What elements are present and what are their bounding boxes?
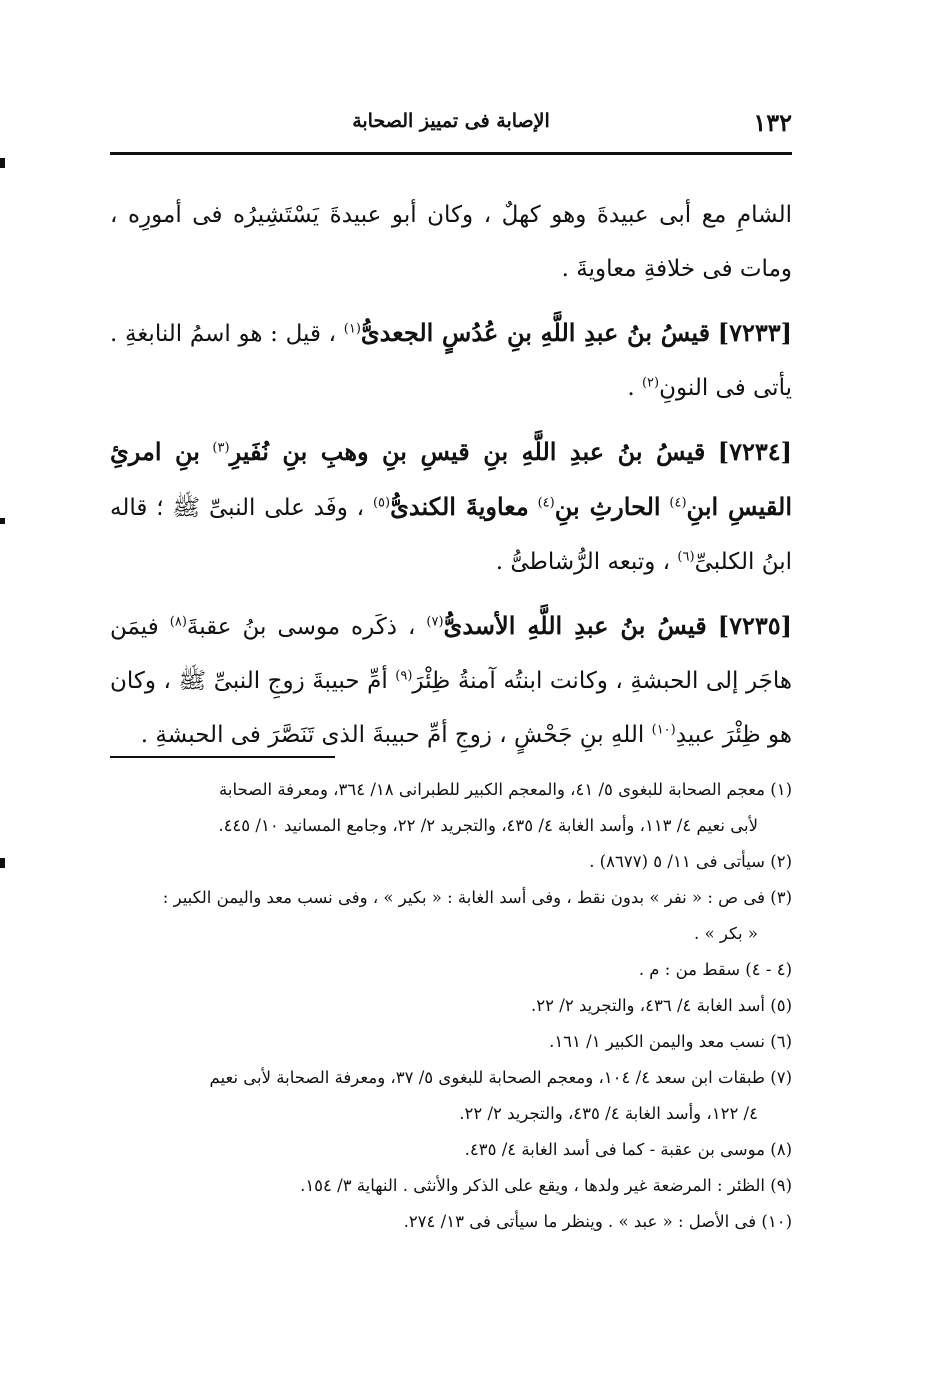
footnote-item [110, 1060, 792, 1096]
footnote-ref[interactable]: (٥) [372, 495, 391, 511]
footnote-item [110, 772, 792, 808]
footnotes [110, 772, 792, 1240]
entry-number: [٧٢٣٤] [717, 437, 793, 466]
footnote-ref[interactable]: (٩) [395, 668, 413, 684]
footnote-number: (١) [770, 780, 792, 799]
footnote-number: (٧) [770, 1068, 792, 1087]
footnote-item [110, 952, 792, 988]
book-page [110, 108, 793, 1231]
footnote-number: (٢) [770, 852, 792, 871]
entry-text: ، ذكَره موسى بنُ عقبةَ [186, 614, 416, 640]
header-rule [110, 152, 792, 155]
footnote-item [110, 844, 792, 880]
page-number: ١٣٢ [753, 108, 792, 137]
footnote-ref[interactable]: (٦) [677, 549, 695, 565]
footnote-number: (٣) [770, 888, 792, 907]
footnote-continuation: لأبى نعيم ٤/ ١١٣، وأسد الغابة ٤/ ٤٣٥، والتجريد ٢/ ٢٢، وجامع المسانيد ١٠/ ٤٤٥. [218, 816, 758, 835]
footnote-ref[interactable]: (٤) [669, 495, 687, 511]
footnote-ref[interactable]: (٣) [212, 440, 230, 456]
entry-name: قيسُ بنُ عبدِ اللَّهِ الأسدىُّ [443, 611, 707, 640]
footnote-number: (٤ - ٤) [745, 960, 792, 979]
footnote-text: الظئر : المرضعة غير ولدها ، ويقع على الذكر والأنثى . النهاية ٣/ ١٥٤. [300, 1176, 765, 1195]
entry-text: ، وتبعه الرُّشاطىُّ . [495, 549, 671, 575]
footnote-text: نسب معد واليمن الكبير ١/ ١٦١. [549, 1032, 765, 1051]
entry-name-cont: معاويةَ الكندىُّ [390, 492, 529, 521]
footnote-ref[interactable]: (١) [343, 321, 361, 337]
footnote-text: سقط من : م . [638, 960, 741, 979]
footnote-ref[interactable]: (١٠) [651, 722, 676, 738]
entry-name-cont: بنِ امرئِ القيسِ ابنِ [110, 437, 793, 521]
footnote-continuation: ٤/ ١٢٢، وأسد الغابة ٤/ ٤٣٥، والتجريد ٢/ ٢٢. [459, 1104, 758, 1123]
footnote-number: (١٠) [761, 1212, 792, 1231]
entry-7235 [110, 599, 792, 762]
footnote-number: (٩) [770, 1176, 792, 1195]
footnote-number: (٥) [770, 996, 792, 1015]
footnote-text: فى الأصل : « عبد » . وينظر ما سيأتى فى ١٣/ ٢٧٤. [403, 1212, 757, 1231]
scan-mark-top [0, 158, 5, 168]
footnote-item [110, 880, 792, 916]
entry-7233 [110, 306, 792, 415]
footnote-item [110, 988, 792, 1024]
footnote-ref[interactable]: (٤) [537, 495, 555, 511]
scan-mark-middle [0, 518, 5, 524]
footnote-item [110, 1132, 792, 1168]
entry-end: . [627, 375, 635, 401]
footnote-text: معجم الصحابة للبغوى ٥/ ٤١، والمعجم الكبير للطبرانى ١٨/ ٣٦٤، ومعرفة الصحابة [219, 780, 765, 799]
footnote-number: (٨) [770, 1140, 792, 1159]
entry-name: قيسُ بنُ عبدِ اللَّهِ بنِ عُدُسٍ الجعدىُّ [360, 318, 711, 347]
footnote-ref[interactable]: (٢) [641, 375, 660, 391]
entry-text: ، قيل : هو اسمُ النابغةِ . يأتى فى النونِ [110, 321, 792, 401]
footnote-ref[interactable]: (٨) [169, 614, 187, 630]
entry-number: [٧٢٣٥] [717, 611, 793, 640]
paragraph-continuation: الشامِ مع أبى عبيدةَ وهو كهلٌ ، وكان أبو عبيدةَ يَسْتَشِيرُه فى أمورِه ، ومات فى خلافةِ معاويةَ . [110, 202, 792, 282]
entry-text: فيمَن هاجَر إلى الحبشةِ ، وكانت ابنتُه آمنةُ ظِئْرَ [110, 614, 792, 694]
footnote-item [110, 1168, 792, 1204]
page-header [110, 108, 792, 148]
footnote-text: موسى بن عقبة - كما فى أسد الغابة ٤/ ٤٣٥. [464, 1140, 765, 1159]
running-title: الإصابة فى تمييز الصحابة [352, 110, 550, 132]
entry-text: ، وفَد على النبىِّ ﷺ ؛ قاله ابنُ الكلبىِّ [110, 495, 792, 575]
footnote-number: (٦) [770, 1032, 792, 1051]
entry-text: أمِّ حبيبةَ زوجِ النبىِّ ﷺ ، وكان هو ظِئْرَ عبيدِ [110, 668, 792, 748]
footnote-item [110, 1204, 792, 1240]
main-text [110, 188, 792, 762]
scan-mark-bottom [0, 858, 5, 868]
footnote-continuation: « بكر » . [694, 924, 758, 943]
footnote-item [110, 1024, 792, 1060]
footnote-text: أسد الغابة ٤/ ٤٣٦، والتجريد ٢/ ٢٢. [531, 996, 765, 1015]
footnote-text: فى ص : « نفر » بدون نقط ، وفى أسد الغابة : « بكير » ، وفى نسب معد واليمن الكبير : [162, 888, 765, 907]
footnote-text: سيأتى فى ١١/ ٥ (٨٦٧٧) . [589, 852, 765, 871]
entry-name: قيسُ بنُ عبدِ اللَّهِ بنِ قيسِ بنِ وهبِ بنِ نُفَيرِ [229, 437, 706, 466]
entry-7234 [110, 425, 792, 589]
footnote-ref[interactable]: (٧) [426, 614, 444, 630]
footnote-text: طبقات ابن سعد ٤/ ١٠٤، ومعجم الصحابة للبغوى ٥/ ٣٧، ومعرفة الصحابة لأبى نعيم [209, 1068, 765, 1087]
entry-text: اللهِ بنِ جَحْشٍ ، زوجِ أمِّ حبيبةَ الذى تَنَصَّرَ فى الحبشةِ . [140, 722, 645, 748]
entry-name-cont: الحارثِ بنِ [554, 492, 661, 521]
footnote-separator [110, 756, 335, 758]
entry-number: [٧٢٣٣] [717, 318, 793, 347]
